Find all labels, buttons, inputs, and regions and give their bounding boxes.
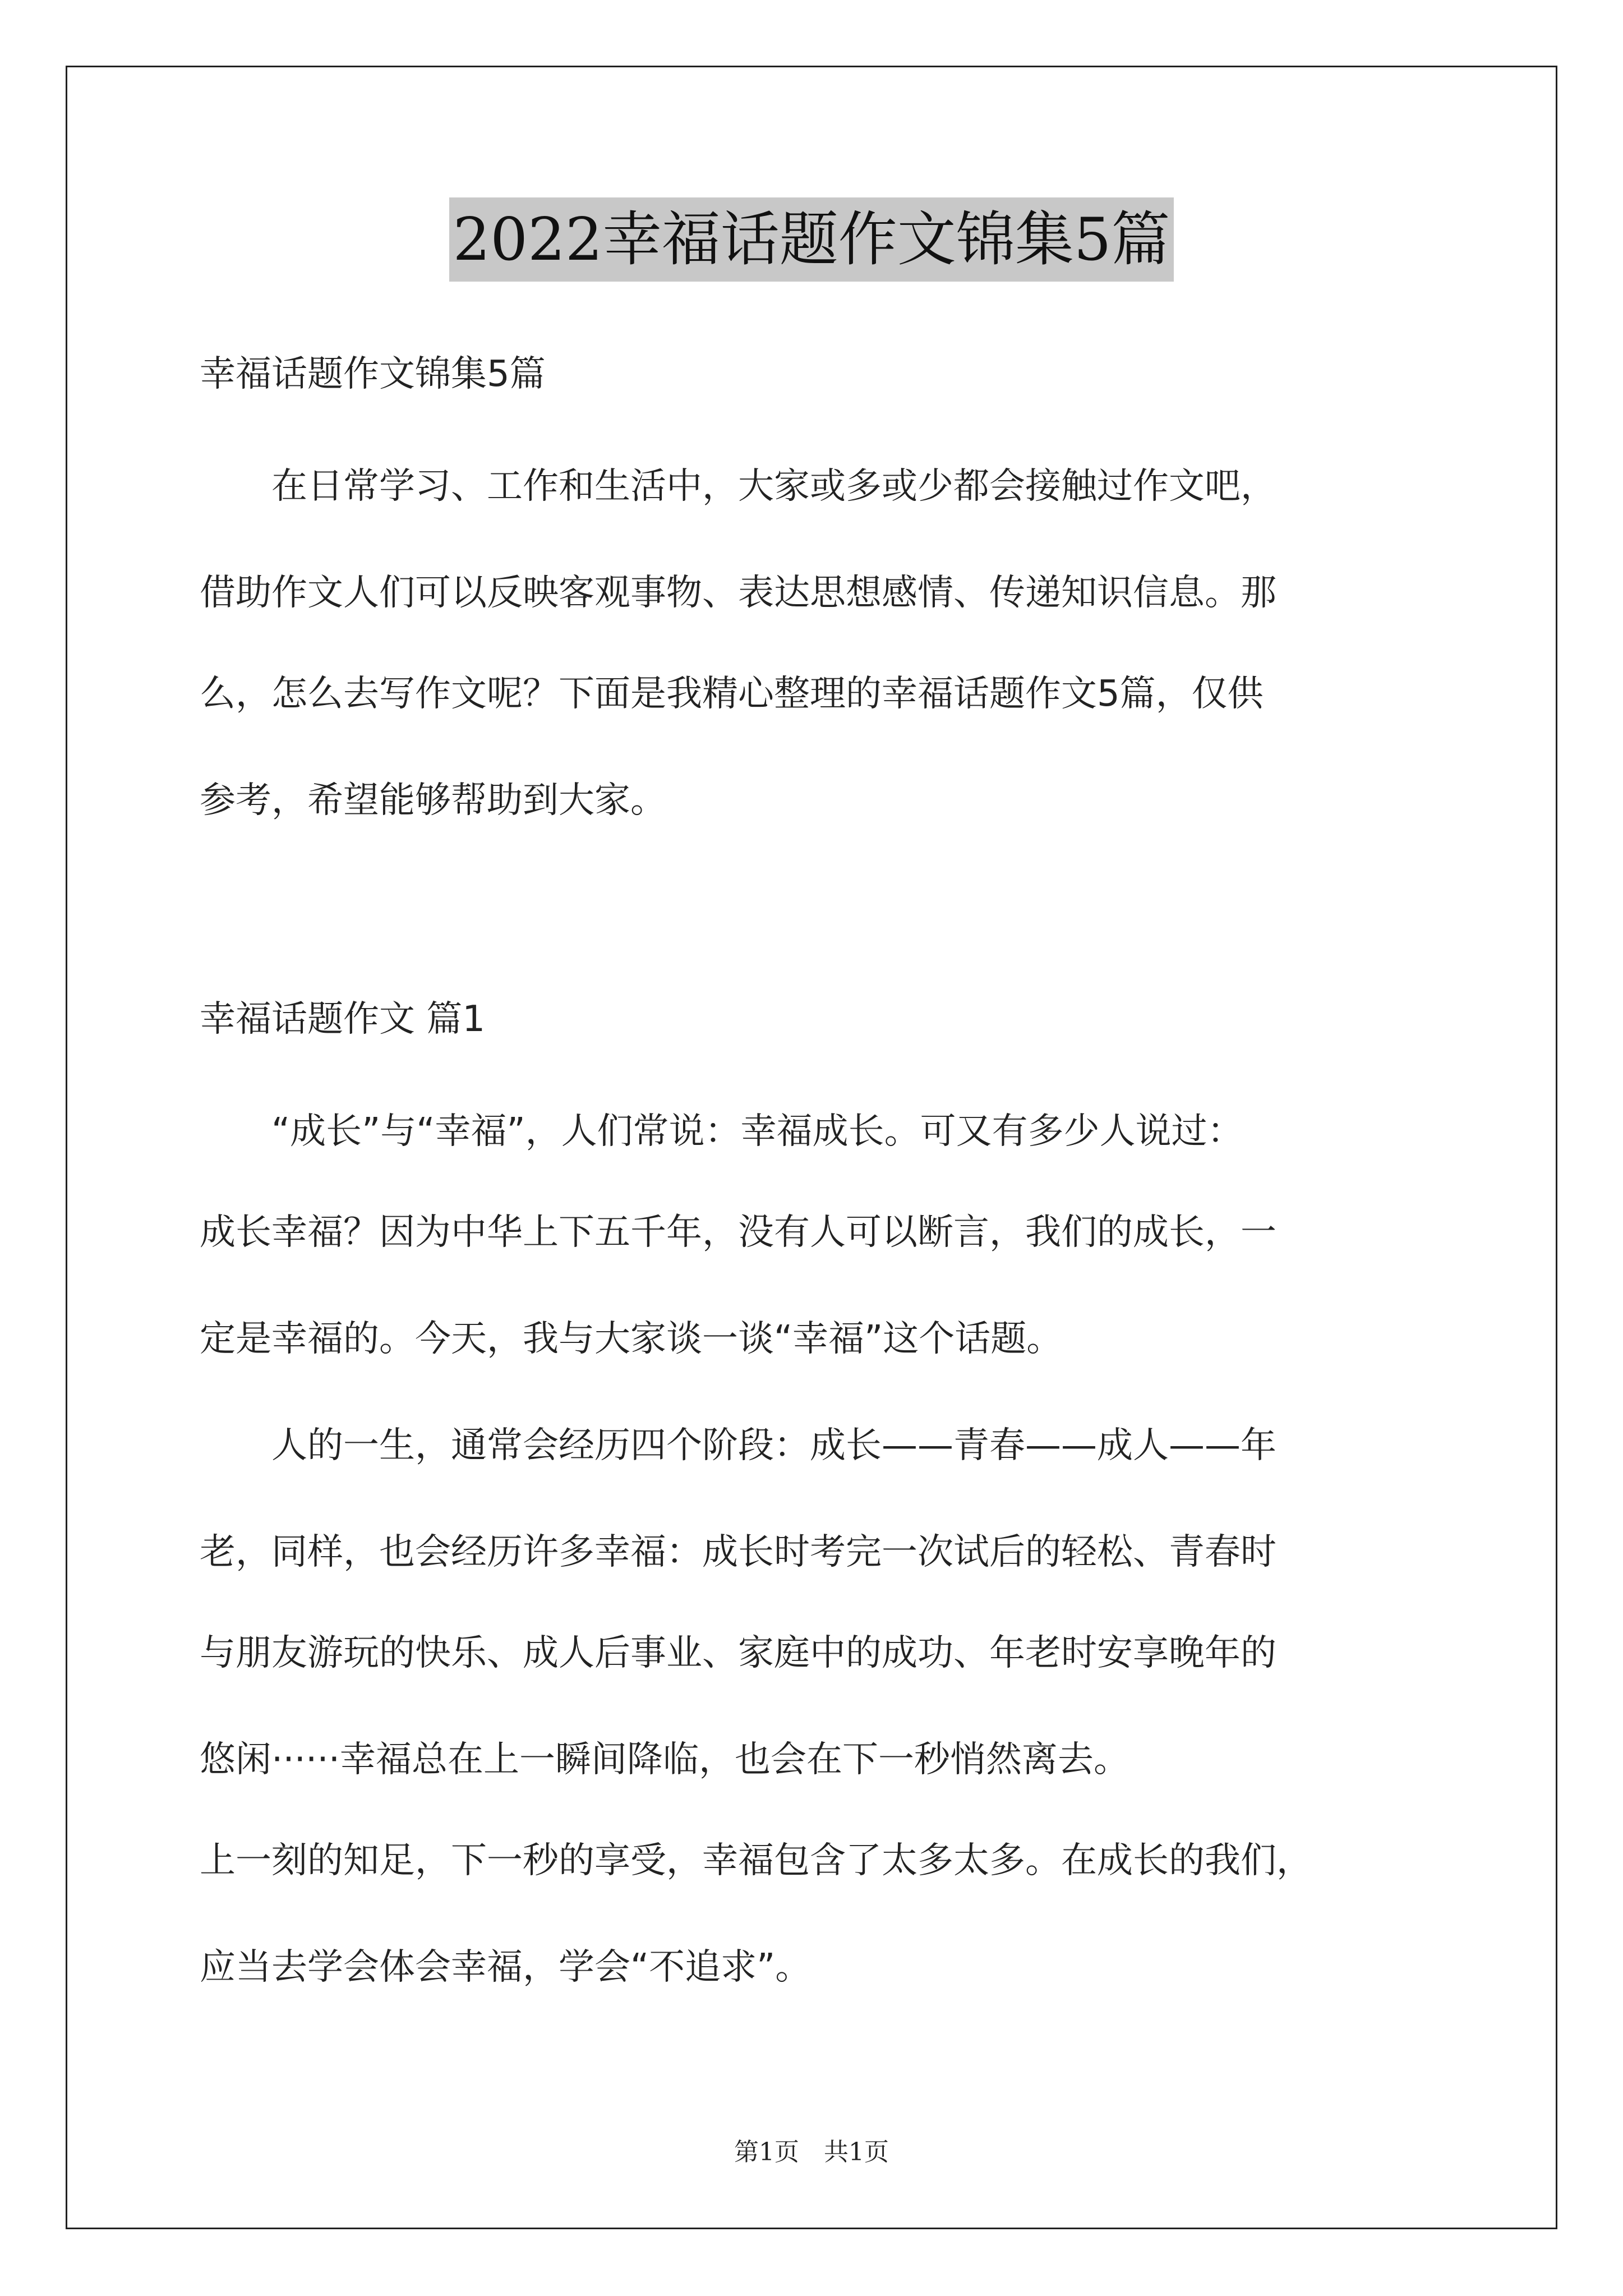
intro-line: 参考，希望能够帮助到大家。 [200,780,666,821]
section-heading: 幸福话题作文 篇1 [200,999,486,1040]
paragraph-line: 与朋友游玩的快乐、成人后事业、家庭中的成功、年老时安享晚年的 [200,1632,1276,1674]
paragraph-line: “成长”与“幸福”，人们常说：幸福成长。可又有多少人说过： [200,1111,1243,1152]
intro-line: 在日常学习、工作和生活中，大家或多或少都会接触过作文吧， [200,466,1276,507]
paragraph-line: 悠闲······幸福总在上一瞬间降临，也会在下一秒悄然离去。 [200,1739,1130,1780]
paragraph-line: 上一刻的知足，下一秒的享受，幸福包含了太多太多。在成长的我们， [200,1840,1312,1881]
intro-line: 么，怎么去写作文呢？下面是我精心整理的幸福话题作文5篇，仅供 [200,673,1264,715]
page-footer: 第1页 共1页 [734,2138,889,2166]
paragraph-line: 成长幸福？因为中华上下五千年，没有人可以断言，我们的成长，一 [200,1212,1276,1253]
title-container [0,197,1623,282]
document-subtitle: 幸福话题作文锦集5篇 [200,353,546,395]
intro-line: 借助作文人们可以反映客观事物、表达思想感情、传递知识信息。那 [200,572,1276,614]
paragraph-line: 定是幸福的。今天，我与大家谈一谈“幸福”这个话题。 [200,1318,1063,1360]
paragraph-line: 人的一生，通常会经历四个阶段：成长——青春——成人——年 [200,1425,1276,1466]
document-title: 2022幸福话题作文锦集5篇 [449,197,1173,282]
paragraph-line: 老，同样，也会经历许多幸福：成长时考完一次试后的轻松、青春时 [200,1531,1276,1573]
paragraph-line: 应当去学会体会幸福，学会“不追求”。 [200,1947,811,1988]
